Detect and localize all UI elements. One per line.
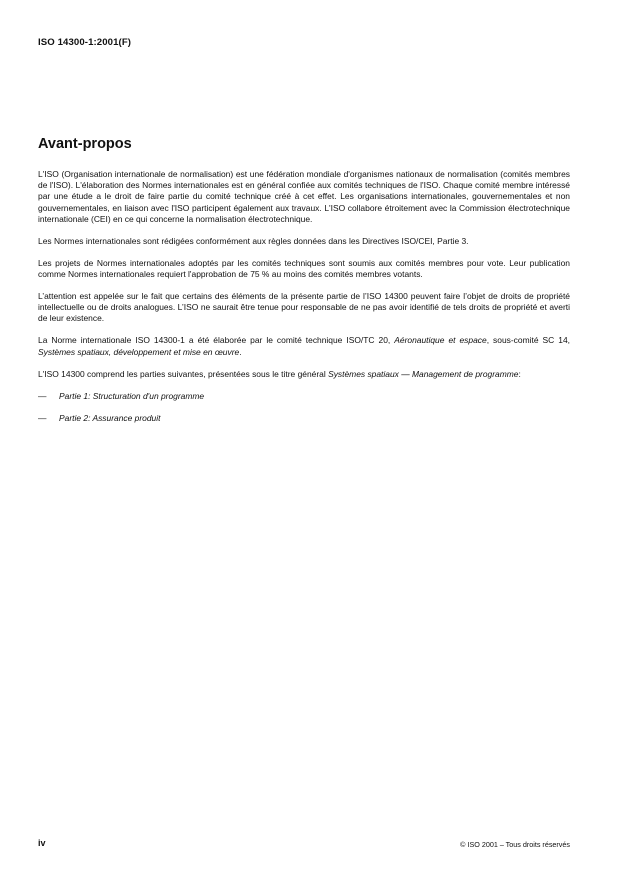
- list-dash: —: [38, 390, 47, 401]
- parts-list: [38, 391, 570, 424]
- subcommittee-name: Systèmes spatiaux, développement et mise en œuvre: [38, 346, 240, 357]
- copyright-notice: © ISO 2001 – Tous droits réservés: [460, 840, 570, 849]
- list-item: [38, 413, 570, 424]
- committee-name: Aéronautique et espace: [394, 335, 487, 346]
- list-item-label: Partie 1: Structuration d'un programme: [59, 390, 205, 401]
- list-item: [38, 391, 570, 402]
- paragraph-parts-intro: [38, 369, 570, 380]
- committee-text-end: .: [239, 346, 242, 357]
- paragraph-draft-approval: Les projets de Normes internationales adoptés par les comités techniques sont soumis aux comités membres pour vote. Leur publication comme Normes internationales requiert l'approbation de 75 % au moins des comités membres votants.: [38, 257, 570, 280]
- list-item-label: Partie 2: Assurance produit: [59, 412, 161, 423]
- paragraph-iso-organisation: L'ISO (Organisation internationale de normalisation) est une fédération mondiale d'organismes nationaux de normalisation (comités membres de l'ISO). L'élaboration des Normes internationales est en général confiée aux comités techniques de l'ISO. Chaque comité membre intéressé par une étude a le droit de faire partie du comité technique créé à cet effet. Les organisations internationales, gouvernementales et non gouvernementales, en liaison avec l'ISO participent également aux travaux. L'ISO collabore étroitement avec la Commission électrotechnique internationale (CEI) en ce qui concerne la normalisation électrotechnique.: [38, 169, 570, 224]
- foreword-body: [38, 169, 570, 435]
- paragraph-directives: Les Normes internationales sont rédigées conformément aux règles données dans les Directives ISO/CEI, Partie 3.: [38, 235, 469, 246]
- section-title: Avant-propos: [38, 136, 132, 152]
- document-identifier: ISO 14300-1:2001(F): [38, 37, 132, 48]
- general-title: Systèmes spatiaux — Management de programme: [328, 368, 519, 379]
- list-dash: —: [38, 412, 47, 423]
- parts-intro-end: :: [518, 368, 521, 379]
- parts-intro-pre: L'ISO 14300 comprend les parties suivantes, présentées sous le titre général: [38, 368, 329, 379]
- committee-text-pre: La Norme internationale ISO 14300-1 a été élaborée par le comité technique ISO/TC 20,: [38, 335, 395, 346]
- paragraph-committee: [38, 335, 570, 357]
- paragraph-patent-rights: L’attention est appelée sur le fait que certains des éléments de la présente partie de l’ISO 14300 peuvent faire l’objet de droits de propriété intellectuelle ou de droits analogues. L’ISO ne saurait être tenue pour responsable de ne pas avoir identifié de tels droits de propriété et averti de leur existence.: [38, 291, 570, 324]
- committee-text-mid: , sous-comité SC 14,: [486, 335, 570, 346]
- page-number: iv: [38, 838, 46, 848]
